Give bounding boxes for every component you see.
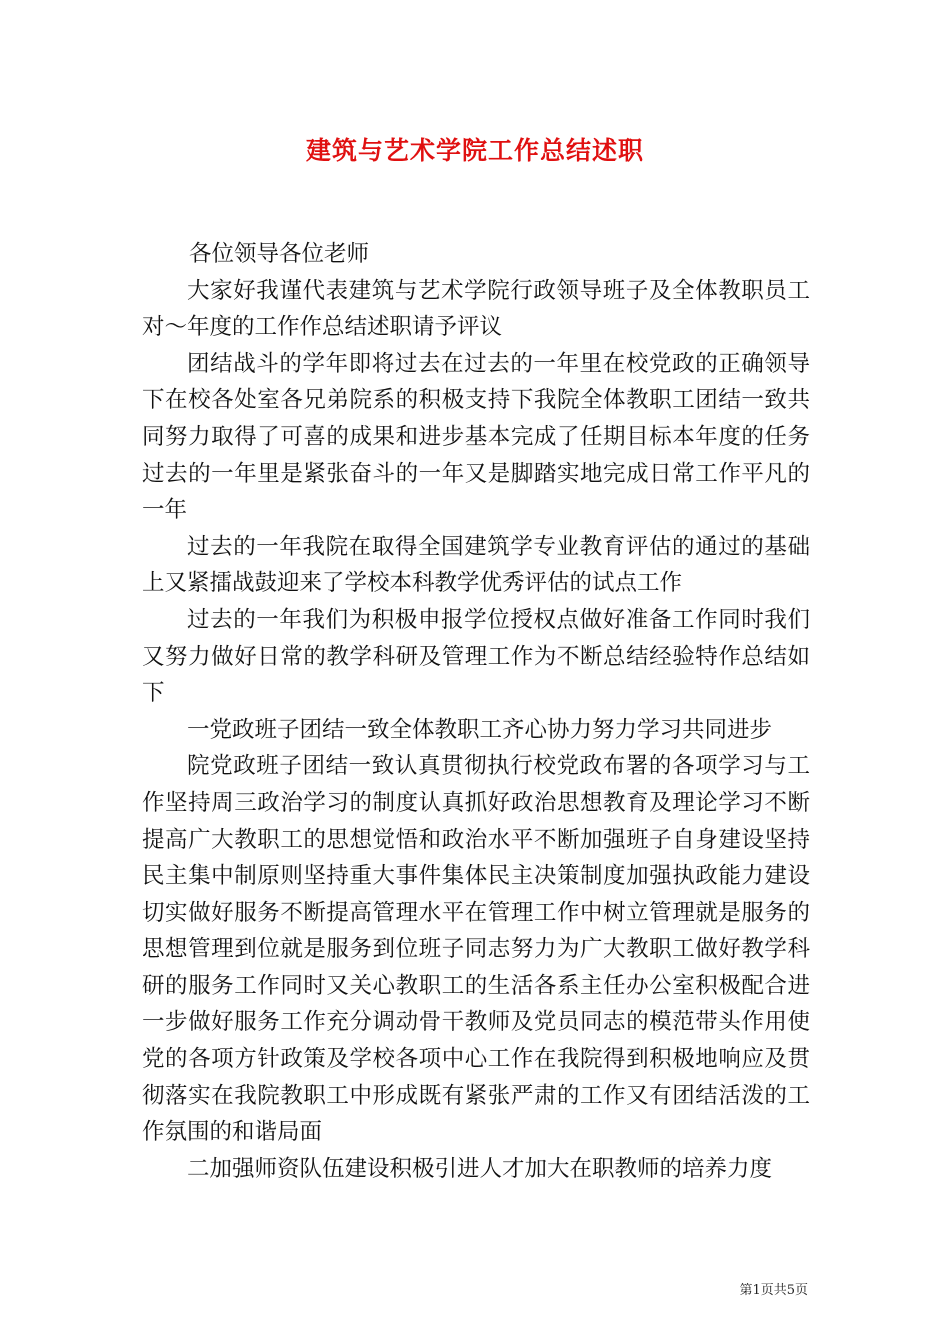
document-body xyxy=(142,236,810,1187)
section-heading: 二加强师资队伍建设积极引进人才加大在职教师的培养力度 xyxy=(187,1155,773,1182)
document-title: 建筑与艺术学院工作总结述职 xyxy=(305,136,644,165)
salutation: 各位领导各位老师 xyxy=(189,241,370,267)
page-number: 第1页共5页 xyxy=(739,1283,808,1298)
paragraph: 过去的一年我们为积极申报学位授权点做好准备工作同时我们又努力做好日常的教学科研及管理工作为不断总结经验特作总结如下 xyxy=(142,606,810,707)
paragraph: 院党政班子团结一致认真贯彻执行校党政布署的各项学习与工作坚持周三政治学习的制度认真抓好政治思想教育及理论学习不断提高广大教职工的思想觉悟和政治水平不断加强班子自身建设坚持民主集中制原则坚持重大事件集体民主决策制度加强执政能力建设切实做好服务不断提高管理水平在管理工作中树立管理就是服务的思想管理到位就是服务到位班子同志努力为广大教职工做好教学科研的服务工作同时又关心教职工的生活各系主任办公室积极配合进一步做好服务工作充分调动骨干教师及党员同志的模范带头作用使党的各项方针政策及学校各项中心工作在我院得到积极地响应及贯彻落实在我院教职工中形成既有紧张严肃的工作又有团结活泼的工作氛围的和谐局面 xyxy=(142,753,810,1146)
paragraph: 团结战斗的学年即将过去在过去的一年里在校党政的正确领导下在校各处室各兄弟院系的积极支持下我院全体教职工团结一致共同努力取得了可喜的成果和进步基本完成了任期目标本年度的任务过去的一年里是紧张奋斗的一年又是脚踏实地完成日常工作平凡的一年 xyxy=(142,350,810,524)
paragraph: 大家好我谨代表建筑与艺术学院行政领导班子及全体教职员工对～年度的工作作总结述职请予评议 xyxy=(142,277,810,341)
section-heading: 一党政班子团结一致全体教职工齐心协力努力学习共同进步 xyxy=(187,716,773,743)
paragraph: 过去的一年我院在取得全国建筑学专业教育评估的通过的基础上又紧擂战鼓迎来了学校本科教学优秀评估的试点工作 xyxy=(142,533,810,597)
